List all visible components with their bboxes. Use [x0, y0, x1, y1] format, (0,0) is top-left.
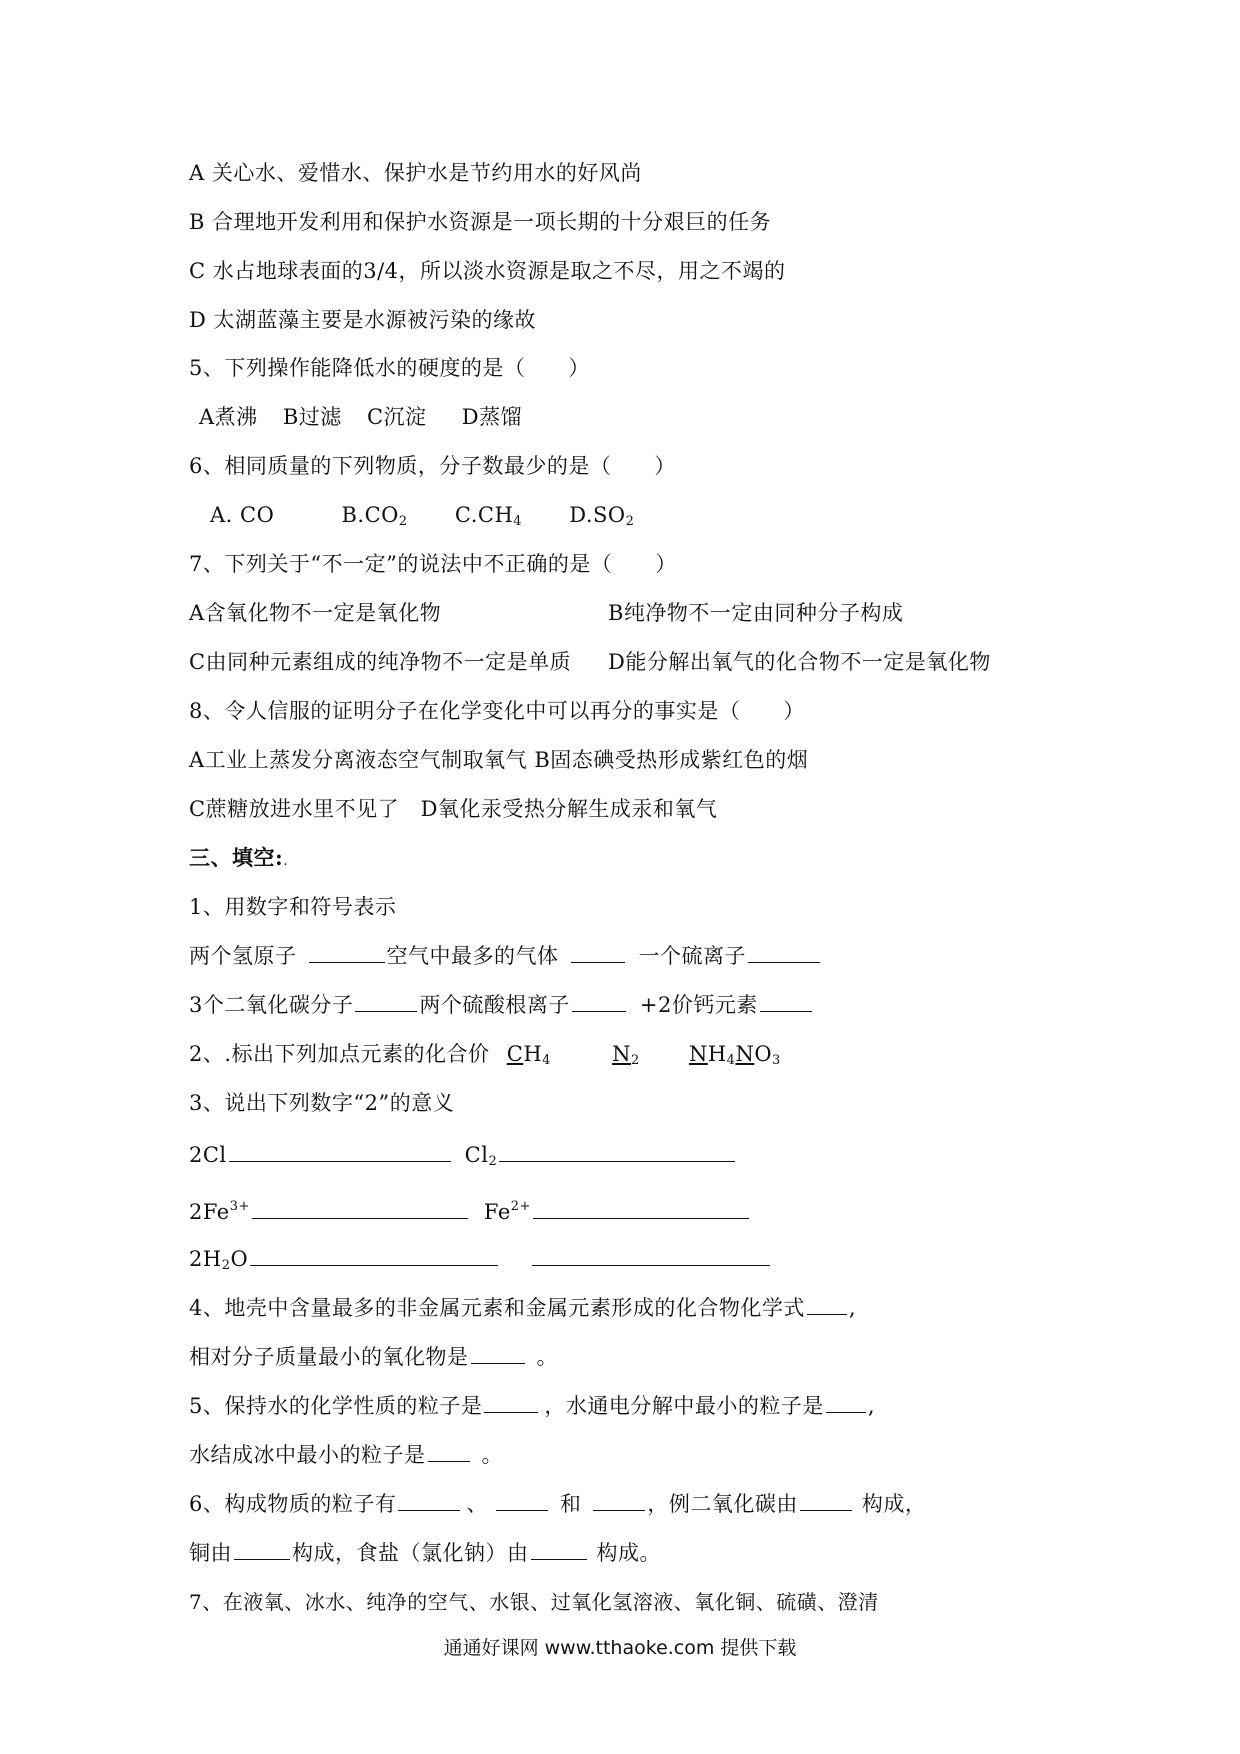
- answer-blank[interactable]: [531, 1558, 587, 1560]
- q4-option-b: B 合理地开发利用和保护水资源是一项长期的十分艰巨的任务: [189, 210, 772, 234]
- answer-blank[interactable]: [398, 1509, 460, 1511]
- f4-line-2: 相对分子质量最小的氧化物是 。: [189, 1345, 558, 1369]
- q4-option-c: C 水占地球表面的3/4，所以淡水资源是取之不尽，用之不竭的: [189, 259, 786, 283]
- answer-blank[interactable]: [572, 1010, 626, 1012]
- q4-option-d: D 太湖蓝藻主要是水源被污染的缘故: [189, 308, 537, 332]
- answer-blank[interactable]: [484, 1411, 538, 1413]
- q4-option-a: A 关心水、爱惜水、保护水是节约用水的好风尚: [189, 161, 642, 185]
- q8-options-ab: A工业上蒸发分离液态空气制取氧气 B固态碘受热形成紫红色的烟: [189, 748, 809, 772]
- answer-blank[interactable]: [760, 1010, 812, 1012]
- formula-nh4no3: $NH_4NO_3$: [688, 1042, 781, 1068]
- page-footer: 通通好课网 www.tthaoke.com 提供下载: [443, 1637, 797, 1659]
- q7-stem: 7、下列关于“不一定”的说法中不正确的是（ ）: [189, 552, 677, 576]
- answer-blank[interactable]: [826, 1411, 866, 1413]
- answer-blank[interactable]: [496, 1509, 548, 1511]
- answer-blank[interactable]: [428, 1460, 470, 1462]
- q6-option-c: $C.CH_4$: [454, 503, 523, 529]
- q5-option-a: A煮沸: [199, 405, 258, 429]
- f6-line-1: 6、构成物质的粒子有 、 和 ，例二氧化碳由 构成，: [189, 1492, 927, 1516]
- f1-row-2: 3个二氧化碳分子 两个硫酸根离子 +2价钙元素: [189, 990, 814, 1020]
- formula-ch4: $CH_4$: [506, 1042, 551, 1068]
- q5-option-c: C沉淀: [366, 405, 427, 429]
- q6-options: [210, 500, 634, 537]
- answer-blank[interactable]: [499, 1160, 735, 1162]
- q5-option-d: D蒸馏: [461, 405, 523, 429]
- f3-row-3: $2H_2O$: [189, 1244, 772, 1281]
- f3-stem: 3、说出下列数字“2”的意义: [189, 1091, 455, 1115]
- f5-line-2: 水结成冰中最小的粒子是 。: [189, 1443, 503, 1467]
- q7-option-c: C由同种元素组成的纯净物不一定是单质: [189, 650, 572, 674]
- q5-stem: 5、下列操作能降低水的硬度的是（ ）: [189, 356, 590, 380]
- f5-line-1: 5、保持水的化学性质的粒子是 ，水通电分解中最小的粒子是 ,: [189, 1394, 876, 1418]
- f6-line-2: 铜由 构成，食盐（氯化钠）由 构成。: [189, 1541, 661, 1565]
- q7-option-a: A含氧化物不一定是氧化物: [189, 601, 442, 625]
- f7-line-1: 7、在液氧、冰水、纯净的空气、水银、过氧化氢溶液、氧化铜、硫磺、澄清: [189, 1590, 879, 1614]
- answer-blank[interactable]: [593, 1509, 645, 1511]
- f1-row-1: 两个氢原子 空气中最多的气体 一个硫离子: [189, 941, 822, 971]
- answer-blank[interactable]: [532, 1264, 770, 1266]
- f4-line-1: 4、地壳中含量最多的非金属元素和金属元素形成的化合物化学式 ,: [189, 1296, 857, 1320]
- f1-stem: 1、用数字和符号表示: [189, 895, 397, 919]
- q7-option-d: D能分解出氧气的化合物不一定是氧化物: [608, 650, 991, 674]
- answer-blank[interactable]: [800, 1509, 852, 1511]
- q6-stem: 6、相同质量的下列物质，分子数最少的是（ ）: [189, 454, 676, 478]
- answer-blank[interactable]: [748, 961, 820, 963]
- q6-option-d: $D.SO_2$: [569, 503, 635, 529]
- f3-row-1: 2Cl $Cl_2$: [189, 1140, 737, 1177]
- answer-blank[interactable]: [807, 1313, 847, 1315]
- q5-option-b: B过滤: [282, 405, 342, 429]
- q5-options: [199, 402, 522, 432]
- q8-options-cd: C蔗糖放进水里不见了 D氧化汞受热分解生成汞和氧气: [189, 797, 718, 821]
- q6-option-b: $B.CO_2$: [341, 503, 408, 529]
- answer-blank[interactable]: [229, 1160, 451, 1162]
- answer-blank[interactable]: [309, 961, 385, 963]
- answer-blank[interactable]: [471, 1362, 525, 1364]
- q6-option-a: A. CO: [210, 503, 275, 527]
- answer-blank[interactable]: [250, 1264, 498, 1266]
- answer-blank[interactable]: [571, 961, 625, 963]
- f2-row: 2、.标出下列加点元素的化合价 $CH_4$ $N_2$ $NH_4NO_3$: [189, 1042, 781, 1068]
- answer-blank[interactable]: [252, 1217, 468, 1219]
- answer-blank[interactable]: [533, 1217, 749, 1219]
- q8-stem: 8、令人信服的证明分子在化学变化中可以再分的事实是（ ）: [189, 699, 805, 723]
- answer-blank[interactable]: [355, 1010, 417, 1012]
- q7-option-b: B纯净物不一定由同种分子构成: [608, 601, 904, 625]
- answer-blank[interactable]: [234, 1558, 290, 1560]
- section-title: 三、填空:.: [189, 845, 289, 870]
- f3-row-2: $2Fe^{3+}$ $Fe^{2+}$: [189, 1192, 751, 1227]
- formula-n2: $N_2$: [612, 1042, 640, 1068]
